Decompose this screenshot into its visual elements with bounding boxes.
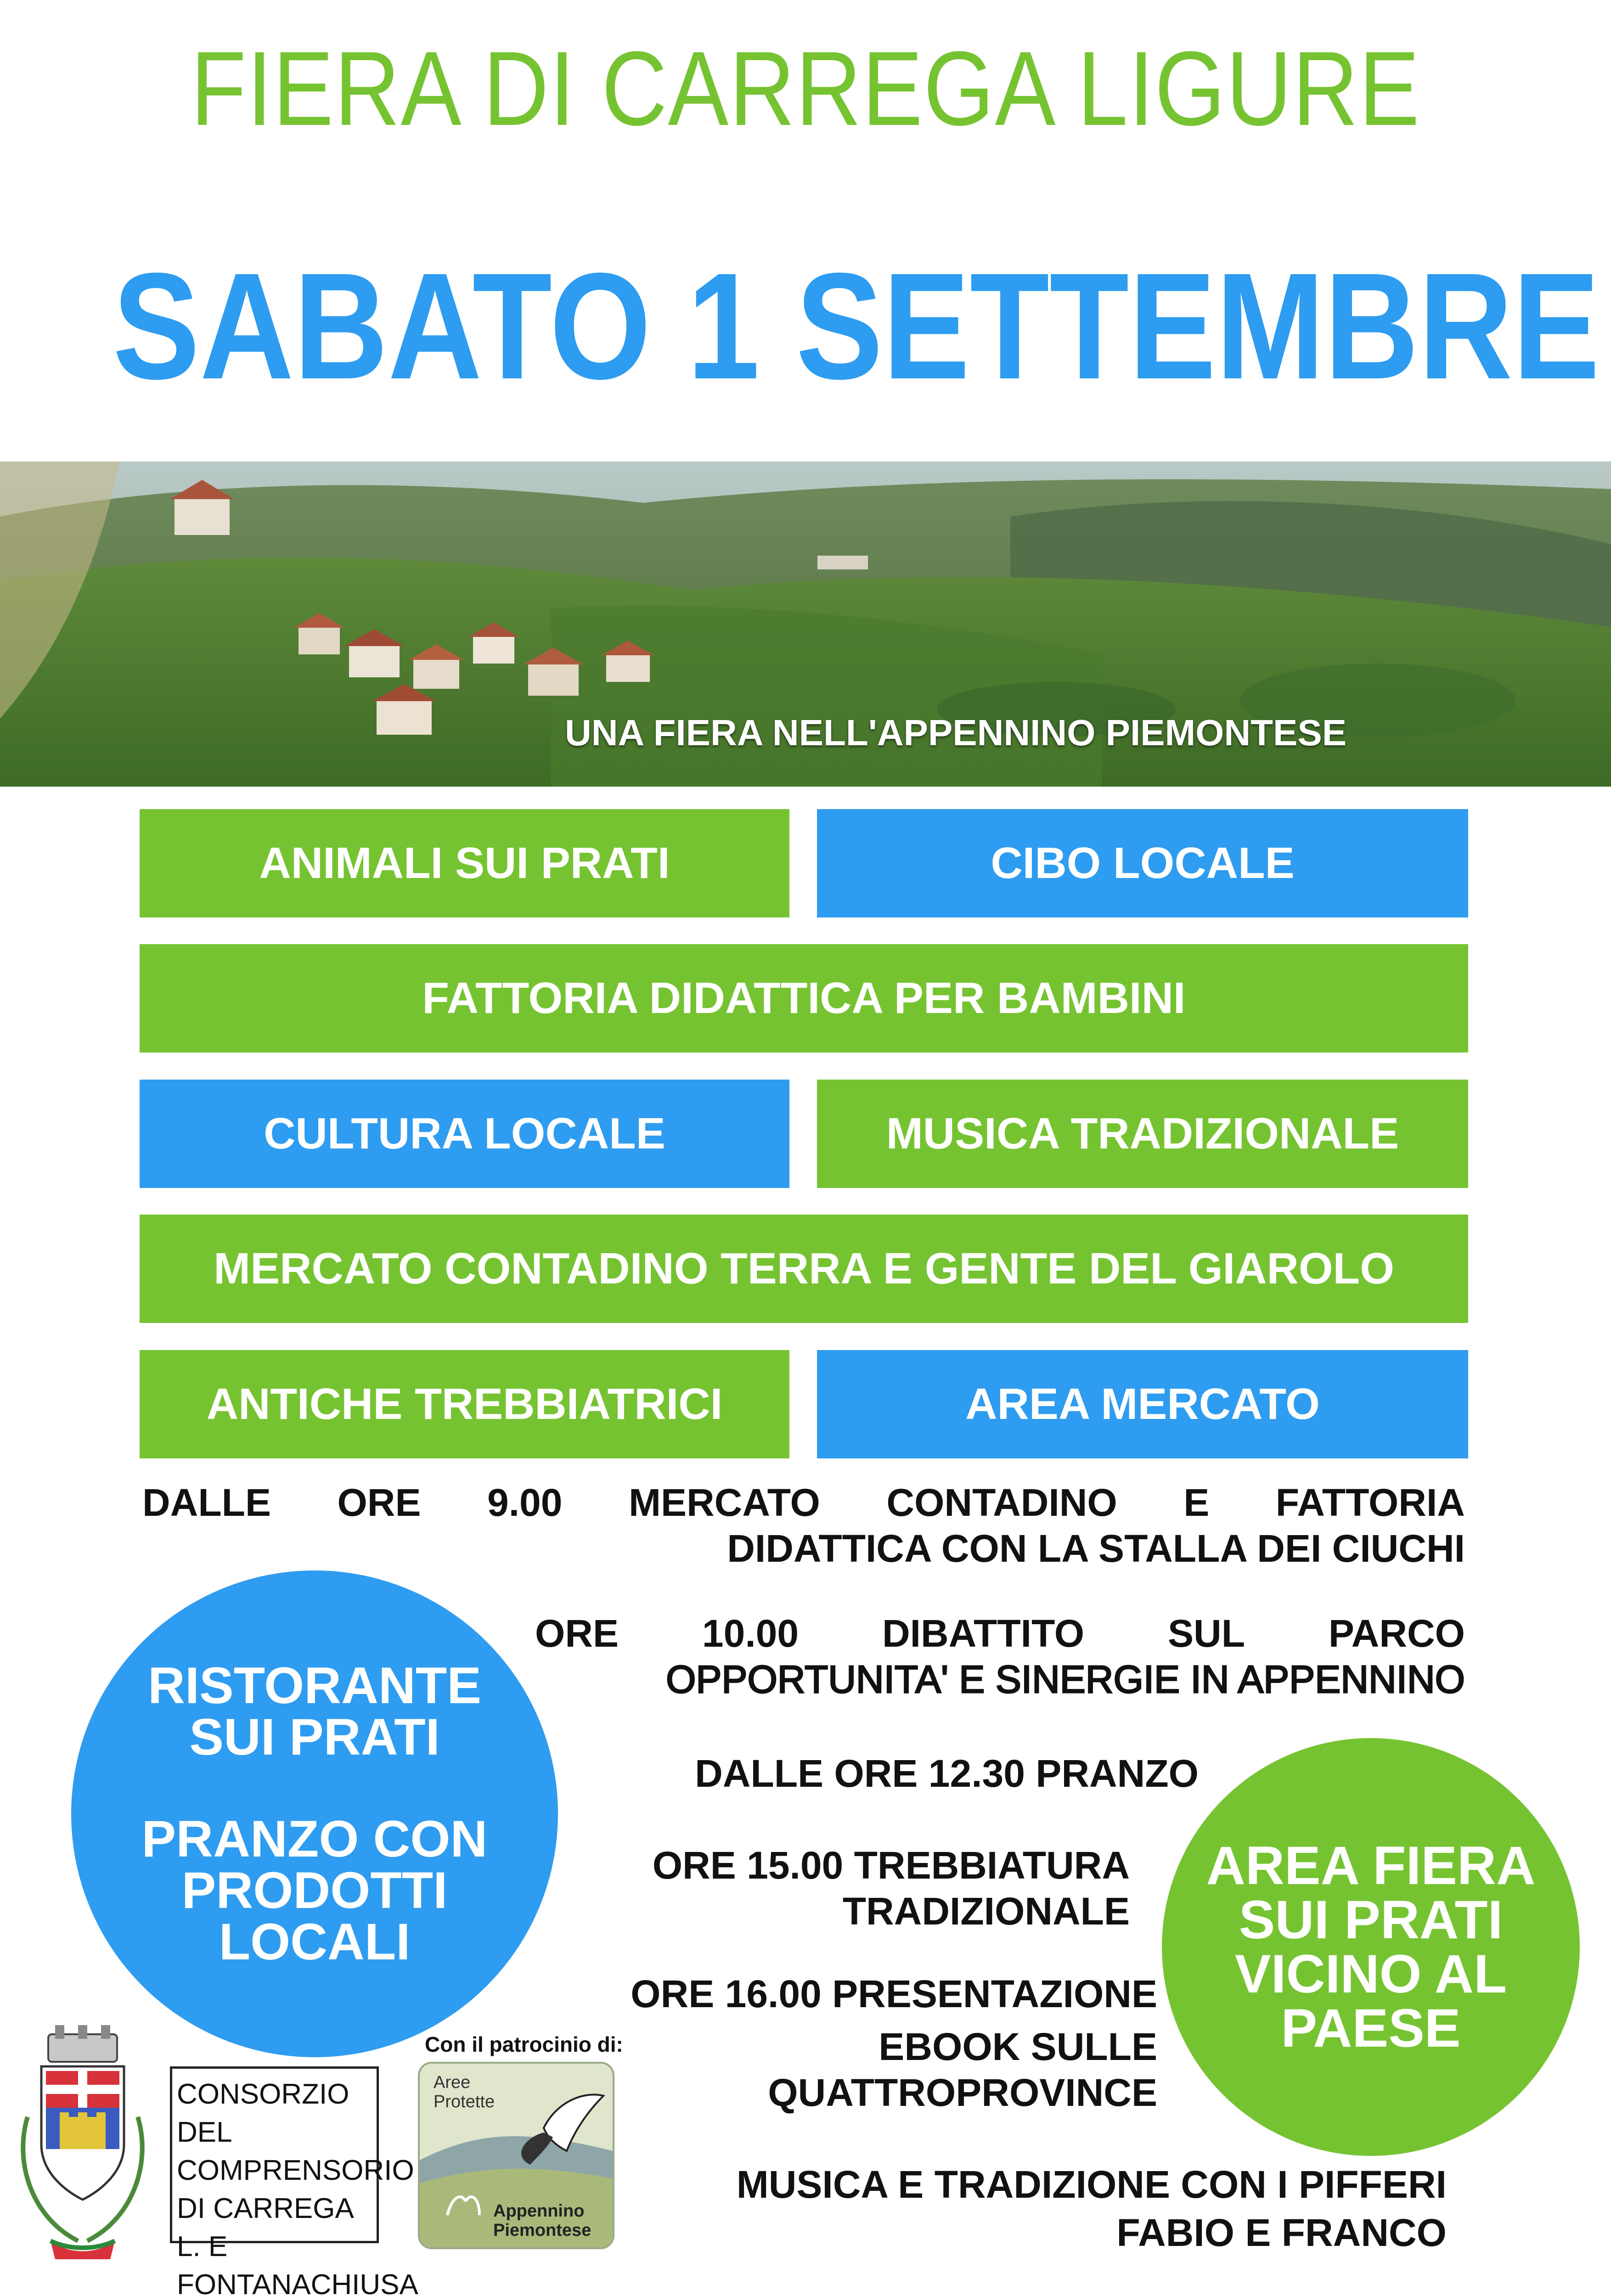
schedule-15-line2: TRADIZIONALE — [842, 1890, 1130, 1933]
feature-animali: ANIMALI SUI PRATI — [140, 809, 789, 917]
schedule-16-line3: QUATTROPROVINCE — [768, 2071, 1157, 2114]
patrocinio-label: Con il patrocinio di: — [425, 2032, 623, 2056]
schedule-10-line1: ORE 10.00 DIBATTITO SUL PARCO — [535, 1612, 1465, 1655]
event-date: SABATO 1 SETTEMBRE — [113, 241, 1600, 411]
feature-trebbiatrici: ANTICHE TREBBIATRICI — [140, 1350, 789, 1458]
schedule-16-line2: EBOOK SULLE — [879, 2025, 1157, 2068]
schedule-1230: DALLE ORE 12.30 PRANZO — [695, 1752, 1199, 1795]
feature-mercato-contadino: MERCATO CONTADINO TERRA E GENTE DEL GIAROLO — [140, 1215, 1468, 1323]
event-title: FIERA DI CARREGA LIGURE — [191, 29, 1420, 147]
feature-musica: MUSICA TRADIZIONALE — [817, 1080, 1468, 1188]
feature-fattoria: FATTORIA DIDATTICA PER BAMBINI — [140, 944, 1468, 1052]
schedule-9-line2: DIDATTICA CON LA STALLA DEI CIUCHI — [727, 1527, 1465, 1570]
schedule-music-line1: MUSICA E TRADIZIONE CON I PIFFERI — [736, 2163, 1447, 2206]
feature-cibo: CIBO LOCALE — [817, 809, 1468, 917]
restaurant-circle: RISTORANTE SUI PRATI PRANZO CON PRODOTTI LOCALI — [71, 1570, 558, 2057]
consorzio-logo: CONSORZIO DEL COMPRENSORIO DI CARREGA L. E FONTANACHIUSA — [170, 2066, 379, 2243]
schedule-10-line2: OPPORTUNITA' E SINERGIE IN APPENNINO — [666, 1658, 1465, 1701]
municipal-coat-of-arms-icon — [14, 2025, 152, 2264]
feature-cultura: CULTURA LOCALE — [140, 1080, 789, 1188]
schedule-music-line2: FABIO E FRANCO — [1116, 2211, 1447, 2254]
fair-area-circle: AREA FIERA SUI PRATI VICINO AL PAESE — [1162, 1738, 1580, 2156]
schedule-16-line1: ORE 16.00 PRESENTAZIONE — [631, 1972, 1157, 2015]
schedule-15-line1: ORE 15.00 TREBBIATURA — [652, 1844, 1130, 1887]
feature-area-mercato: AREA MERCATO — [817, 1350, 1468, 1458]
banner-tagline: UNA FIERA NELL'APPENNINO PIEMONTESE — [565, 712, 1347, 753]
appennino-piemontese-logo: Aree Protette Appennino Piemontese — [418, 2062, 614, 2249]
schedule-9-line1: DALLE ORE 9.00 MERCATO CONTADINO E FATTORIA — [142, 1481, 1465, 1524]
